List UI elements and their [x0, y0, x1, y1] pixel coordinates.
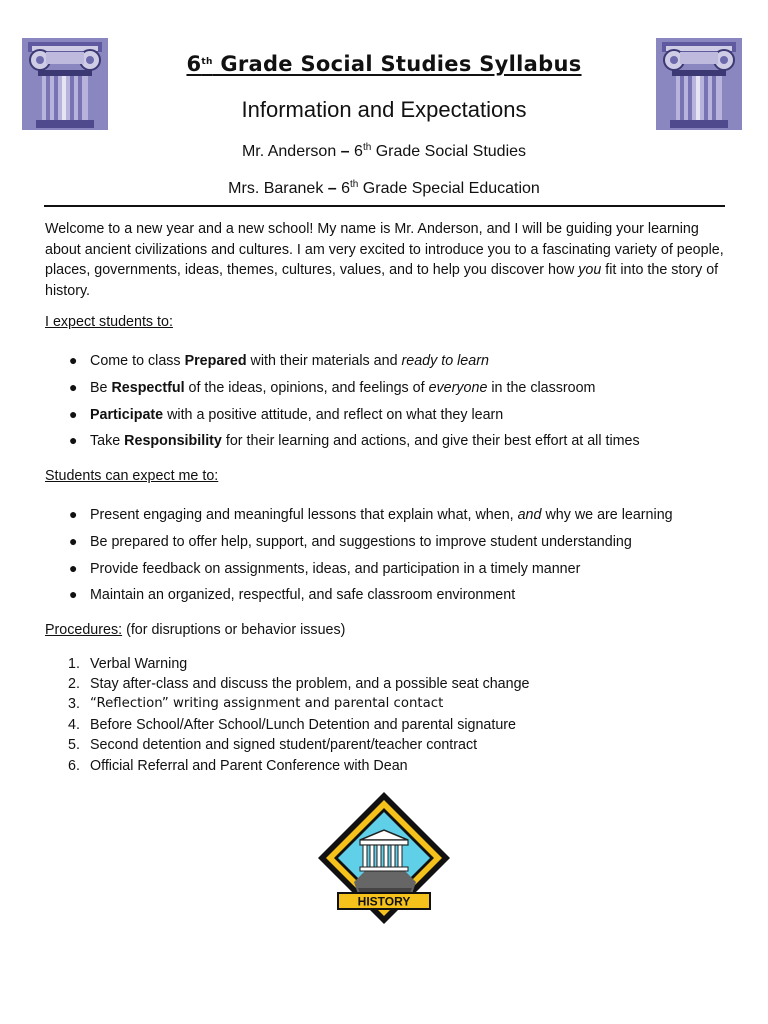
teacher-grade-num: 6 [341, 180, 351, 197]
header-divider [44, 205, 725, 207]
item-bold: Responsibility [124, 433, 222, 449]
teacher-line-anderson [0, 143, 768, 161]
teacher-dash: – [336, 143, 355, 160]
badge-label: HISTORY [357, 894, 411, 909]
step-number: 4. [68, 717, 80, 733]
teacher-grade-sup: th [350, 179, 359, 190]
item-bold: Respectful [111, 380, 185, 396]
procedures-heading-line [45, 622, 345, 638]
item-italic: and [517, 507, 542, 523]
title-text: Grade Social Studies Syllabus [212, 52, 582, 76]
procedures-heading: Procedures: [45, 622, 123, 638]
step-number: 3. [68, 696, 80, 712]
intro-emphasis: you [578, 262, 602, 278]
item-text: with a positive attitude, and reflect on what they learn [163, 407, 504, 423]
title-grade-sup: th [201, 57, 213, 67]
step-text: Before School/After School/Lunch Detention and parental signature [90, 717, 517, 733]
intro-text-end: fit into the story of history. [45, 262, 719, 299]
step-number: 1. [68, 656, 80, 672]
page-title [0, 52, 768, 76]
item-italic: everyone [428, 380, 488, 396]
item-text: Come to class [90, 353, 185, 369]
intro-paragraph [45, 219, 731, 301]
step-number: 6. [68, 758, 80, 774]
expect-students-heading: I expect students to: [45, 314, 173, 330]
item-bold: Participate [90, 407, 164, 423]
teacher-name: Mr. Anderson [241, 143, 337, 160]
step-text: Stay after-class and discuss the problem, and a possible seat change [90, 676, 530, 692]
title-grade-number: 6 [186, 52, 202, 76]
bullet-icon: ● [69, 586, 78, 602]
teacher-role: Grade Special Education [358, 180, 540, 197]
item-text: Maintain an organized, respectful, and safe classroom environment [90, 587, 516, 603]
bullet-icon: ● [69, 533, 78, 549]
expect-me-heading: Students can expect me to: [45, 468, 219, 484]
intro-text: Welcome to a new year and a new school! My name is Mr. Anderson, and I will be guiding your learning about ancient civilizations and cultures. I am very excited to introduce you to a fascinating variety of people, places, governments, ideas, themes, cultures, values, and to help you discover how [45, 221, 724, 278]
bullet-icon: ● [69, 379, 78, 395]
step-text: “Reflection” writing assignment and parental contact [90, 696, 444, 711]
item-text: Be prepared to offer help, support, and suggestions to improve student understanding [90, 534, 632, 550]
parthenon-history-badge-icon [316, 790, 452, 930]
teacher-grade-sup: th [362, 142, 372, 153]
bullet-icon: ● [69, 432, 78, 448]
teacher-dash: – [323, 180, 342, 197]
subtitle: Information and Expectations [241, 97, 527, 122]
procedures-note: (for disruptions or behavior issues) [122, 622, 346, 638]
teacher-line-baranek [0, 180, 768, 198]
bullet-icon: ● [69, 406, 78, 422]
item-text: of the ideas, opinions, and feelings of [184, 380, 429, 396]
item-text: Be [90, 380, 112, 396]
bullet-icon: ● [69, 352, 78, 368]
bullet-icon: ● [69, 506, 78, 522]
item-text: Present engaging and meaningful lessons that explain what, when, [90, 507, 518, 523]
item-text: with their materials and [246, 353, 402, 369]
item-text: Take [90, 433, 125, 449]
teacher-name: Mrs. Baranek [228, 180, 324, 197]
step-number: 5. [68, 737, 80, 753]
item-text: in the classroom [487, 380, 596, 396]
step-number: 2. [68, 676, 80, 692]
step-text: Official Referral and Parent Conference with Dean [90, 758, 408, 774]
step-text: Verbal Warning [90, 656, 188, 672]
step-text: Second detention and signed student/parent/teacher contract [90, 737, 478, 753]
item-text: for their learning and actions, and give their best effort at all times [221, 433, 640, 449]
item-text: why we are learning [541, 507, 673, 523]
item-bold: Prepared [184, 353, 247, 369]
teacher-grade-num: 6 [354, 143, 363, 160]
item-italic: ready to learn [401, 353, 489, 369]
teacher-role: Grade Social Studies [371, 143, 527, 160]
item-text: Provide feedback on assignments, ideas, and participation in a timely manner [90, 561, 581, 577]
bullet-icon: ● [69, 560, 78, 576]
